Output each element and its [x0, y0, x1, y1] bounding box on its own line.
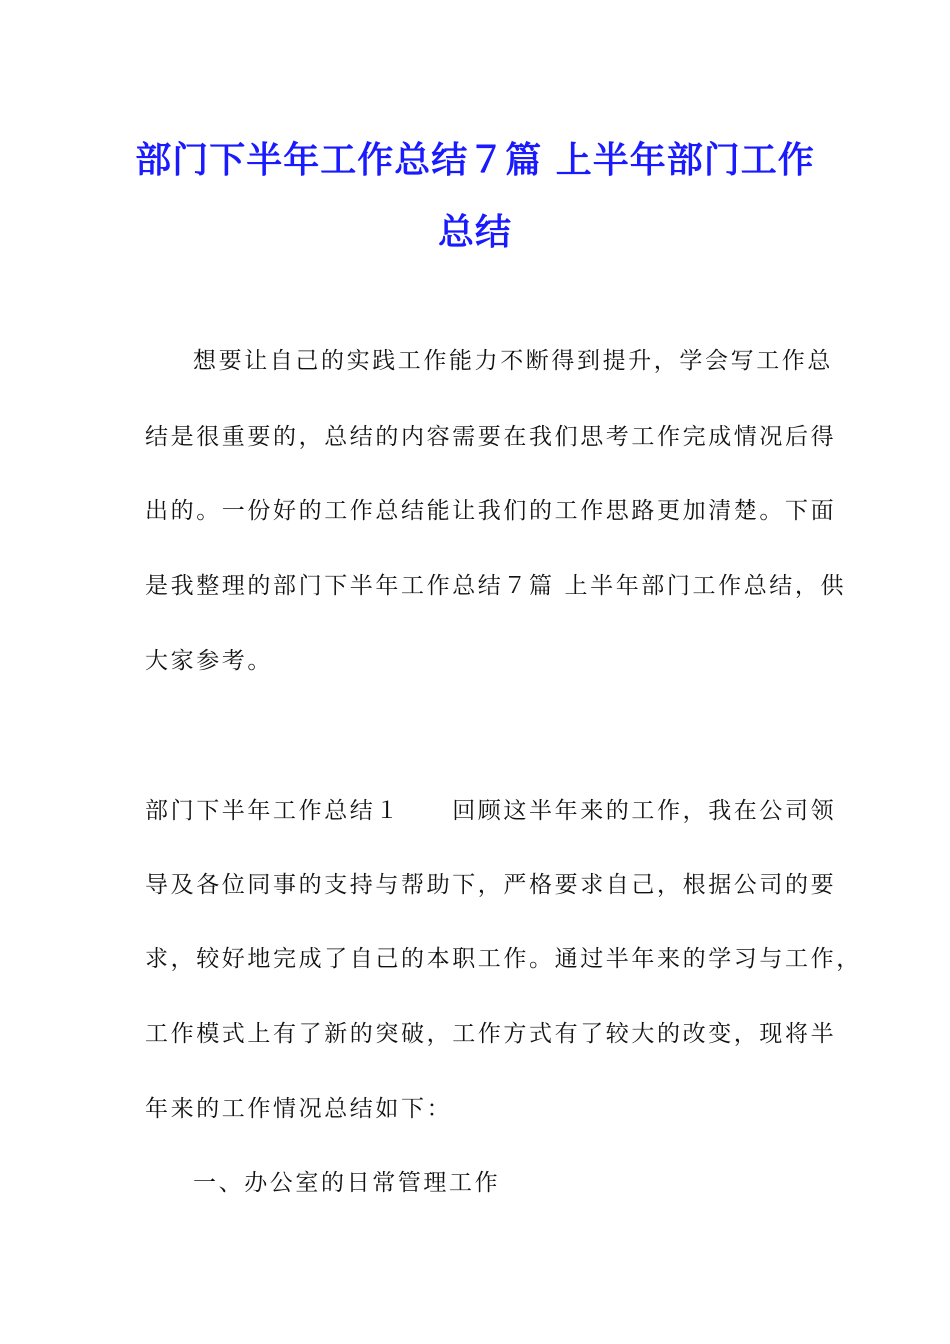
intro-paragraph-line: 结是很重要的，总结的内容需要在我们思考工作完成情况后得 — [145, 424, 837, 450]
intro-paragraph-line: 大家参考。 — [145, 648, 273, 674]
section-paragraph-line: 工作模式上有了新的突破，工作方式有了较大的改变，现将半 — [145, 1021, 837, 1047]
intro-paragraph-line: 想要让自己的实践工作能力不断得到提升，学会写工作总 — [193, 348, 833, 374]
document-title-line-2: 总结 — [437, 212, 512, 253]
document-title-line-1: 部门下半年工作总结７篇 上半年部门工作 — [135, 140, 815, 181]
intro-paragraph-line: 是我整理的部门下半年工作总结７篇 上半年部门工作总结，供 — [145, 573, 847, 599]
intro-paragraph-line: 出的。一份好的工作总结能让我们的工作思路更加清楚。下面 — [145, 498, 837, 524]
section-heading: 一、办公室的日常管理工作 — [193, 1170, 501, 1196]
section-paragraph-line: 求，较好地完成了自己的本职工作。通过半年来的学习与工作， — [145, 946, 862, 972]
section-paragraph-line: 导及各位同事的支持与帮助下，严格要求自己，根据公司的要 — [145, 872, 837, 898]
section-paragraph-line: 年来的工作情况总结如下： — [145, 1096, 453, 1122]
section-paragraph-line: 部门下半年工作总结１ 回顾这半年来的工作，我在公司领 — [145, 798, 837, 824]
